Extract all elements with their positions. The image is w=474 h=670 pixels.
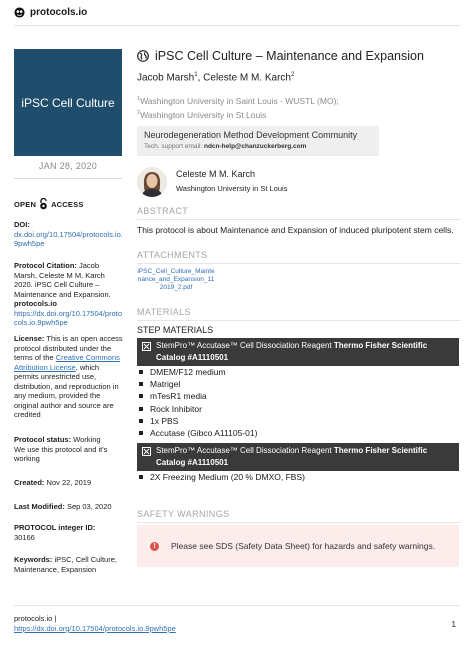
keywords-value: iPSC, Cell Culture, Maintenance, Expansion xyxy=(14,555,117,574)
list-item: 2X Freezing Medium (20 % DMXO, FBS) xyxy=(137,471,305,483)
footer-site: protocols.io xyxy=(14,614,53,623)
list-item: mTesR1 media xyxy=(137,390,257,402)
attachment-link[interactable]: iPSC_Cell_Culture_Maintenance_and_Expansion_11 2019_2.pdf xyxy=(137,268,215,291)
footer xyxy=(14,614,176,634)
avatar[interactable] xyxy=(137,167,167,197)
sidebar-divider xyxy=(14,178,122,179)
citation-text: Jacob Marsh, Celeste M M. Karch 2020. iPSC Cell Culture – Maintenance and Expansion. xyxy=(14,261,111,299)
integer-id-value: 30166 xyxy=(14,532,35,542)
list-item: Matrigel xyxy=(137,378,257,390)
doi-block xyxy=(14,220,124,249)
keywords-block xyxy=(14,555,124,574)
affiliation-2: Washington University in St Louis xyxy=(140,109,267,120)
step-materials-title: STEP MATERIALS xyxy=(137,325,214,335)
safety-text: Please see SDS (Safety Data Sheet) for hazards and safety warnings. xyxy=(171,541,436,551)
author-name[interactable]: Celeste M M. Karch xyxy=(176,169,256,179)
globe-icon xyxy=(137,50,149,62)
citation-label: Protocol Citation: xyxy=(14,261,77,270)
page-number: 1 xyxy=(451,620,456,629)
tech-support xyxy=(144,143,372,150)
citation-block xyxy=(14,261,124,328)
author-avatar-icon xyxy=(137,167,167,197)
title-text: iPSC Cell Culture – Maintenance and Expansion xyxy=(155,49,424,63)
header-logo[interactable] xyxy=(14,7,87,18)
materials-list-1 xyxy=(137,366,257,439)
license-block xyxy=(14,334,124,420)
status-note: We use this protocol and it's working xyxy=(14,444,108,463)
open-access-word2: ACCESS xyxy=(51,199,84,209)
materials-divider xyxy=(137,320,461,321)
open-access-badge xyxy=(14,198,84,210)
community-name[interactable]: Neurodegeneration Method Development Community xyxy=(144,130,358,140)
modified-label: Last Modified: xyxy=(14,502,65,511)
protocol-title xyxy=(137,49,461,63)
license-link[interactable]: Creative Commons Attribution License xyxy=(14,353,120,372)
materials-heading: MATERIALS xyxy=(137,307,191,317)
safety-divider xyxy=(137,522,461,523)
citation-link[interactable]: https://dx.doi.org/10.17504/protocols.io.9pwh5pe xyxy=(14,308,122,327)
reagent-icon xyxy=(142,342,151,351)
reagent-icon xyxy=(142,447,151,456)
affil1-sup: 1 xyxy=(137,96,141,102)
authors xyxy=(137,72,461,83)
created-block xyxy=(14,478,124,488)
safety-heading: SAFETY WARNINGS xyxy=(137,509,230,519)
tech-support-label: Tech. support email: xyxy=(144,143,203,150)
license-text-1: This is an open access protocol distributed under the terms of the xyxy=(14,334,123,362)
footer-doi-link[interactable]: https://dx.doi.org/10.17504/protocols.io.9pwh5pe xyxy=(14,624,176,633)
abstract-divider xyxy=(137,219,461,220)
modified-block xyxy=(14,502,124,512)
materials-list-2 xyxy=(137,471,305,483)
created-label: Created: xyxy=(14,478,45,487)
license-text-2: , which permits unrestricted use, distribution, and reproduction in any medium, provided the original author and source are credited xyxy=(14,362,119,419)
open-access-word1: OPEN xyxy=(14,199,37,209)
abstract-text: This protocol is about Maintenance and Expansion of induced pluripotent stem cells. xyxy=(137,225,454,235)
license-label: License: xyxy=(14,334,45,343)
author2-sup: 2 xyxy=(290,72,295,78)
list-item: DMEM/F12 medium xyxy=(137,366,257,378)
author1-sup: 1 xyxy=(194,72,198,78)
integer-id-label: PROTOCOL integer ID: xyxy=(14,523,96,532)
abstract-heading: ABSTRACT xyxy=(137,206,189,216)
list-item: Accutase (Gibco A11105-01) xyxy=(137,427,257,439)
reagent-name-1: StemPro™ Accutase™ Cell Dissociation Reagent xyxy=(156,341,332,350)
footer-divider xyxy=(14,605,460,606)
author-affiliation: Washington University in St Louis xyxy=(176,184,288,193)
status-block xyxy=(14,435,124,464)
safety-warning-box xyxy=(137,525,459,567)
protocol-cover-image xyxy=(14,49,122,156)
tech-support-email[interactable]: ndcn-help@chanzuckerberg.com xyxy=(203,143,307,150)
alert-icon: ! xyxy=(150,542,159,551)
author-jacob-marsh[interactable]: Jacob Marsh xyxy=(137,72,195,84)
modified-value: Sep 03, 2020 xyxy=(66,502,112,511)
doi-link[interactable]: dx.doi.org/10.17504/protocols.io.9pwh5pe xyxy=(14,229,123,248)
footer-separator: | xyxy=(54,614,57,623)
attachments-divider xyxy=(137,263,461,264)
affiliation-1: Washington University in Saint Louis - WUSTL (MO); xyxy=(140,95,339,106)
status-label: Protocol status: xyxy=(14,435,72,444)
status-value: Working xyxy=(73,435,101,444)
created-value: Nov 22, 2019 xyxy=(46,478,92,487)
author-celeste-karch[interactable]: Celeste M M. Karch xyxy=(203,72,291,84)
citation-source: protocols.io xyxy=(14,299,57,308)
integer-id-block xyxy=(14,523,124,542)
publish-date: JAN 28, 2020 xyxy=(38,161,98,171)
reagent-bar-1[interactable] xyxy=(137,338,459,366)
reagent-vendor-1: Thermo Fisher Scientific Catalog #A1110501 xyxy=(156,341,428,362)
reagent-bar-2[interactable] xyxy=(137,443,459,471)
reagent-name-2: StemPro™ Accutase™ Cell Dissociation Reagent xyxy=(156,446,332,455)
logo-text: protocols.io xyxy=(30,7,88,18)
list-item: 1x PBS xyxy=(137,415,257,427)
header-divider xyxy=(14,25,460,26)
doi-label: DOI: xyxy=(14,220,30,229)
reagent-vendor-2: Thermo Fisher Scientific Catalog #A1110501 xyxy=(156,446,428,467)
protocols-logo-icon xyxy=(14,7,25,18)
attachments-heading: ATTACHMENTS xyxy=(137,250,208,260)
open-lock-icon xyxy=(39,198,48,210)
community-box xyxy=(137,126,379,156)
affiliations xyxy=(137,93,461,121)
affil2-sup: 2 xyxy=(137,109,141,116)
author-separator: , xyxy=(197,72,204,84)
cover-title: iPSC Cell Culture xyxy=(21,95,115,110)
keywords-label: Keywords: xyxy=(14,555,53,564)
list-item: Rock Inhibitor xyxy=(137,403,257,415)
